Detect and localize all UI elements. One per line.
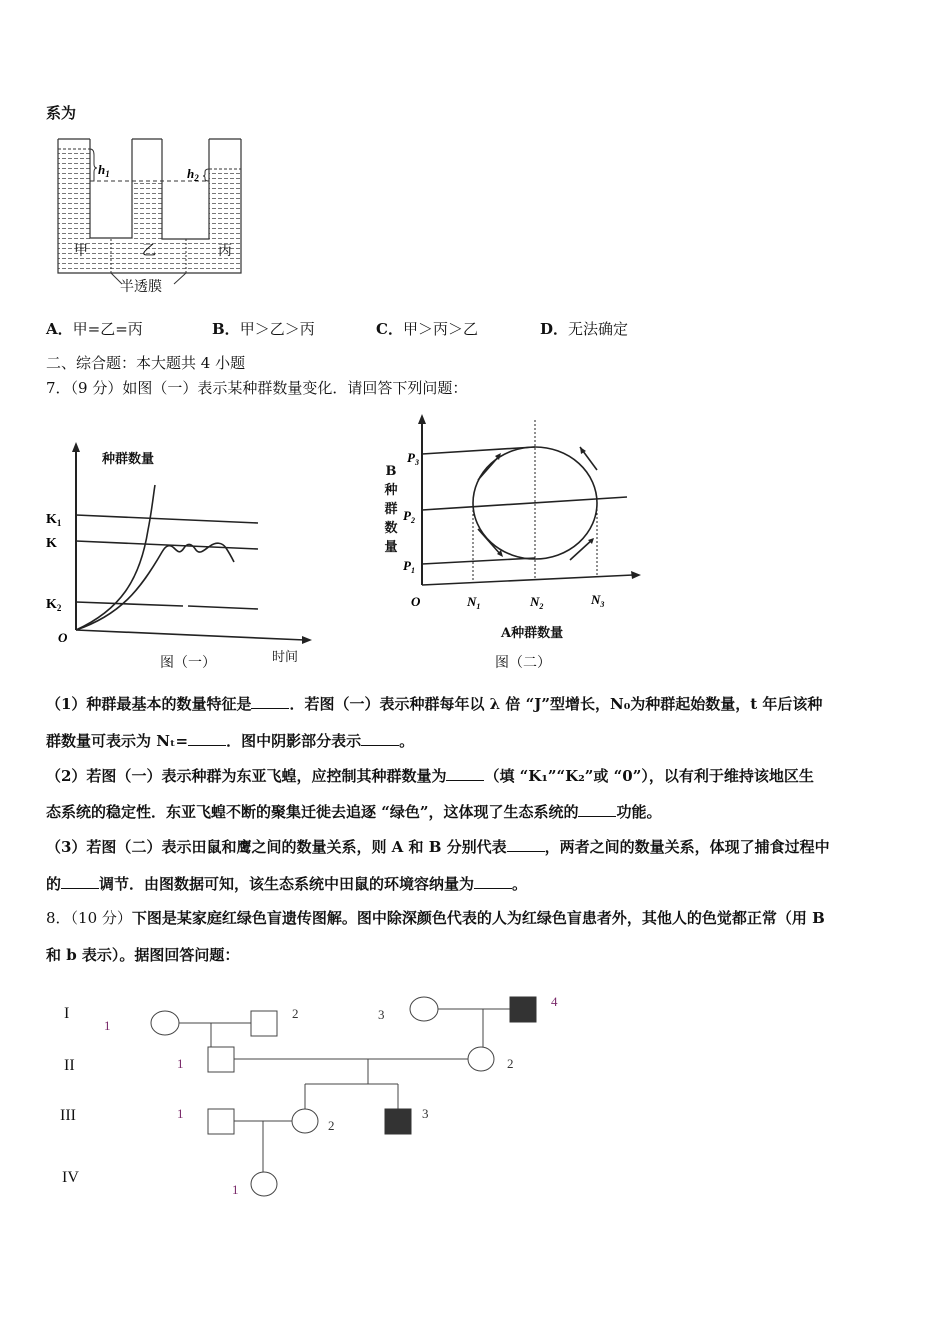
option-c[interactable] [376, 318, 478, 339]
option-d-key: D． [540, 320, 569, 338]
svg-text:N3: $N_3$ [591, 592, 605, 609]
fig2-caption: 图（二） [495, 655, 551, 671]
text: （3）若图（二）表示田鼠和鹰之间的数量关系，则 A 和 B 分别代表 [46, 838, 507, 856]
svg-text:h1: $h_1$ [98, 162, 110, 179]
pedigree-chart [40, 985, 600, 1205]
fig1-xlabel: 时间 [272, 650, 299, 665]
q8-number: 8． [46, 909, 71, 927]
q7-score: （9 分） [70, 379, 123, 397]
number-I3: 3 [378, 1007, 385, 1022]
option-c-key: C． [376, 320, 403, 338]
svg-text:N1: $N_1$ [467, 594, 481, 611]
q7-stem-text: 如图（一）表示某种群数量变化．请回答下列问题： [122, 379, 468, 397]
osmosis-figure [56, 136, 246, 296]
answer-blank[interactable] [61, 874, 99, 889]
label-yi: 乙 [142, 243, 156, 259]
svg-text:P2: $P_2$ [403, 508, 415, 525]
q8-stem-text: 下图是某家庭红绿色盲遗传图解。图中除深颜色代表的人为红绿色盲患者外，其他人的色觉都正常（用 B [131, 909, 825, 927]
label-bing: 丙 [218, 243, 232, 259]
gen-label-II: II [64, 1057, 75, 1074]
number-III3: 3 [422, 1106, 429, 1121]
figure-1-population-curve [40, 430, 330, 675]
membrane-label: 半透膜 [120, 279, 162, 295]
option-d-text: 无法确定 [568, 320, 629, 338]
text: 功能。 [616, 803, 662, 821]
text: ．图中阴影部分表示 [226, 732, 362, 750]
label-jia: 甲 [74, 243, 88, 259]
fig1-caption: 图（一） [160, 655, 216, 671]
number-III1: 1 [177, 1106, 184, 1121]
fig2-ylabel-char: 数 [384, 521, 398, 536]
answer-blank[interactable] [251, 694, 289, 709]
q8-line2: 和 b 表示）。据图回答问题： [46, 946, 240, 964]
gen-label-I: I [64, 1005, 70, 1022]
answer-blank[interactable] [361, 731, 399, 746]
answer-blank[interactable] [446, 766, 484, 781]
figure-2-predator-prey [375, 410, 655, 680]
text: 群数量可表示为 Nₜ= [46, 732, 189, 750]
number-I4: 4 [551, 994, 558, 1009]
svg-text:P1: $P_1$ [403, 558, 415, 575]
fig2-xlabel: A种群数量 [501, 626, 564, 641]
fig2-ylabel-char: 群 [384, 502, 398, 517]
text: （1）种群最基本的数量特征是 [46, 695, 252, 713]
q7-number: 7． [46, 379, 71, 397]
answer-blank[interactable] [578, 802, 616, 817]
fig1-ylabel: 种群数量 [102, 452, 155, 467]
number-II2: 2 [507, 1056, 514, 1071]
q7-sub1-line1 [46, 694, 822, 714]
number-I1: 1 [104, 1018, 111, 1033]
option-c-text: 甲＞丙＞乙 [402, 320, 478, 338]
q7-sub3-line2 [46, 874, 527, 894]
option-b-key: B． [212, 320, 240, 338]
number-III2: 2 [328, 1118, 335, 1133]
text: （2）若图（一）表示种群为东亚飞蝗，应控制其种群数量为 [46, 767, 447, 785]
option-b-text: 甲＞乙＞丙 [239, 320, 315, 338]
q7-sub2-line2 [46, 802, 662, 822]
fig2-ylabel-char: 种 [384, 483, 398, 498]
q8-score: （10 分） [70, 909, 132, 927]
fig2-ylabel-char: 量 [384, 540, 398, 555]
svg-text:N2: $N_2$ [530, 594, 544, 611]
svg-text:K1: $K_1$ [46, 512, 62, 528]
svg-text:K: K [46, 536, 57, 551]
fig2-ylabel-char: B [385, 464, 397, 479]
text: 的 [46, 875, 62, 893]
q7-sub1-line2 [46, 731, 414, 751]
q6-tail-text: 系为 [46, 104, 77, 122]
text: 调节．由图数据可知，该生态系统中田鼠的环境容纳量为 [99, 875, 475, 893]
svg-text:h2: $h_2$ [187, 166, 199, 183]
svg-text:P3: $P_3$ [407, 450, 419, 467]
text: ．若图（一）表示种群每年以 λ 倍 “J”型增长，N₀为种群起始数量，t 年后该种 [289, 695, 823, 713]
q7-stem [46, 378, 467, 398]
svg-text:O: O [411, 594, 421, 609]
gen-label-III: III [60, 1107, 76, 1124]
text: 。 [399, 732, 415, 750]
answer-blank[interactable] [507, 837, 545, 852]
q7-sub3-line1 [46, 837, 830, 857]
answer-blank[interactable] [188, 731, 226, 746]
option-b[interactable] [212, 318, 315, 339]
answer-blank[interactable] [474, 874, 512, 889]
text: 。 [512, 875, 528, 893]
number-I2: 2 [292, 1006, 299, 1021]
svg-text:O: O [58, 630, 68, 645]
fig2-ylabel [383, 462, 399, 557]
text: （填 “K₁”“K₂”或 “0”），以有利于维持该地区生 [484, 767, 814, 785]
section-title: 二、综合题：本大题共 4 小题 [46, 354, 246, 372]
option-a[interactable] [46, 318, 143, 339]
number-II1: 1 [177, 1056, 184, 1071]
option-a-text: 甲=乙=丙 [72, 320, 143, 338]
option-a-key: A． [46, 320, 73, 338]
q7-sub2-line1 [46, 766, 814, 786]
number-IV1: 1 [232, 1182, 239, 1197]
q8-line1 [46, 908, 825, 928]
svg-text:K2: $K_2$ [46, 597, 62, 613]
gen-label-IV: IV [62, 1169, 79, 1186]
text: ，两者之间的数量关系，体现了捕食过程中 [544, 838, 830, 856]
option-d[interactable] [540, 318, 628, 339]
text: 态系统的稳定性．东亚飞蝗不断的聚集迁徙去追逐 “绿色”，这体现了生态系统的 [46, 803, 579, 821]
